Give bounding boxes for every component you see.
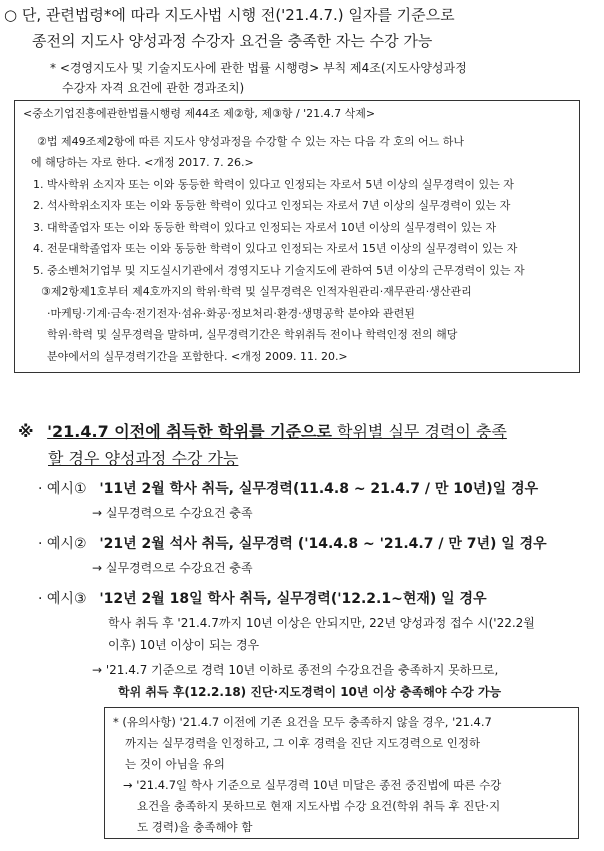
caution-row-6: 도 경력)을 충족해야 함 (137, 820, 253, 834)
intro-bullet: ○ (4, 6, 18, 24)
intro-note-2: 수강자 자격 요건에 관한 경과조치) (62, 81, 245, 95)
statute-para3a: ③제2항제1호부터 제4호까지의 학위·학력 및 실무경력은 인적자원관리·재무관리·생산관리 (41, 285, 472, 298)
statute-item: 1. 박사학위 소지자 또는 이와 동등한 학력이 있다고 인정되는 자로서 5년 이상의 실무경력이 있는 자 (33, 177, 514, 191)
example-3-detail-1: 학사 취득 후 '21.4.7까지 10년 이상은 안되지만, 22년 양성과정 접수 시('22.2월 (108, 616, 535, 630)
example-3-arrow-1: → '21.4.7 기준으로 경력 10년 이하로 종전의 수강요건을 충족하지 못하므로, (92, 663, 499, 677)
example-3-arrow-2: 학위 취득 후(12.2.18) 진단·지도경력이 10년 이상 충족해야 수강 가능 (118, 685, 502, 699)
intro-line-1 (4, 2, 600, 28)
statute-para2: 에 해당하는 자로 한다. <개정 2017. 7. 26.> (31, 156, 254, 169)
statute-item: 4. 전문대학졸업자 또는 이와 동등한 학력이 있다고 인정되는 자로서 15년 이상의 실무경력이 있는 자 (33, 242, 518, 255)
example-label: · 예시② (38, 536, 87, 552)
example-label: · 예시① (38, 481, 87, 497)
caution-row-2: 까지는 실무경력을 인정하고, 그 이후 경력을 진단 지도경력으로 인정하 (125, 736, 481, 750)
caution-row-1: * (유의사항) '21.4.7 이전에 기존 요건을 모두 충족하지 않을 경우, '21.4.7 (113, 715, 492, 729)
heading-line-2-text: 할 경우 양성과정 수강 가능 (48, 449, 239, 468)
example-3-detail-2: 이후) 10년 이상이 되는 경우 (108, 638, 260, 652)
statute-title: <중소기업진흥에관한법률시행령 제44조 제②항, 제③항 / '21.4.7 삭제> (23, 107, 376, 120)
statute-box (14, 100, 580, 373)
example-1-arrow: → 실무경력으로 수강요건 충족 (92, 506, 253, 520)
intro-section (4, 2, 600, 98)
example-3 (38, 588, 487, 608)
statute-para3d: 분야에서의 실무경력기간을 포함한다. <개정 2009. 11. 20.> (47, 349, 348, 363)
intro-text-1: 단, 관련법령*에 따라 지도사법 시행 전('21.4.7.) 일자를 기준으로 (21, 6, 455, 24)
example-1 (38, 478, 538, 498)
example-2-arrow: → 실무경력으로 수강요건 충족 (92, 561, 253, 575)
statute-para3c: 학위·학력 및 실무경력을 말하며, 실무경력기간은 학위취득 전이나 학력인정 전의 해당 (47, 328, 458, 341)
example-text: '12년 2월 18일 학사 취득, 실무경력('12.2.1~현재) 일 경우 (99, 591, 487, 607)
statute-item: 5. 중소벤처기업부 및 지도실시기관에서 경영지도나 기술지도에 관하여 5년 이상의 근무경력이 있는 자 (33, 263, 525, 277)
statute-item: 2. 석사학위소지자 또는 이와 동등한 학력이 있다고 인정되는 자로서 7년 이상의 실무경력이 있는 자 (33, 199, 511, 212)
example-label: · 예시③ (38, 591, 87, 607)
statute-para3b: ·마케팅·기계·금속·전기전자·섬유·화공·정보처리·환경·생명공학 분야와 관련된 (47, 306, 415, 320)
intro-text-2: 종전의 지도사 양성과정 수강자 요건을 충족한 자는 수강 가능 (32, 32, 433, 50)
caution-row-5: 요건을 충족하지 못하므로 현재 지도사법 수강 요건(학위 취득 후 진단·지 (137, 799, 501, 813)
caution-row-3: 는 것이 아님을 유의 (125, 757, 225, 771)
example-text: '21년 2월 석사 취득, 실무경력 ('14.4.8 ~ '21.4.7 / 만 7년) 일 경우 (99, 536, 547, 552)
heading-thin-part: 학위별 실무 경력이 충족 (331, 422, 507, 441)
reference-mark: ※ (18, 422, 34, 441)
intro-note-1: * <경영지도사 및 기술지도사에 관한 법률 시행령> 부칙 제4조(지도사양성과정 (50, 61, 467, 75)
section-heading (18, 418, 588, 472)
section-heading-line-2 (18, 445, 588, 472)
section-heading-line-1 (18, 418, 588, 445)
example-2 (38, 533, 547, 553)
statute-para1: ②법 제49조제2항에 따른 지도사 양성과정을 수강할 수 있는 자는 다음 각 호의 어느 하나 (37, 134, 464, 148)
heading-bold-part: '21.4.7 이전에 취득한 학위를 기준으로 (47, 422, 332, 441)
caution-box (104, 707, 579, 839)
statute-item: 3. 대학졸업자 또는 이와 동등한 학력이 있다고 인정되는 자로서 10년 이상의 실무경력이 있는 자 (33, 220, 497, 234)
caution-row-4: → '21.4.7일 학사 기준으로 실무경력 10년 미달은 종전 중진법에 따른 수강 (123, 778, 502, 792)
example-text: '11년 2월 학사 취득, 실무경력(11.4.8 ~ 21.4.7 / 만 10년)일 경우 (99, 481, 539, 497)
